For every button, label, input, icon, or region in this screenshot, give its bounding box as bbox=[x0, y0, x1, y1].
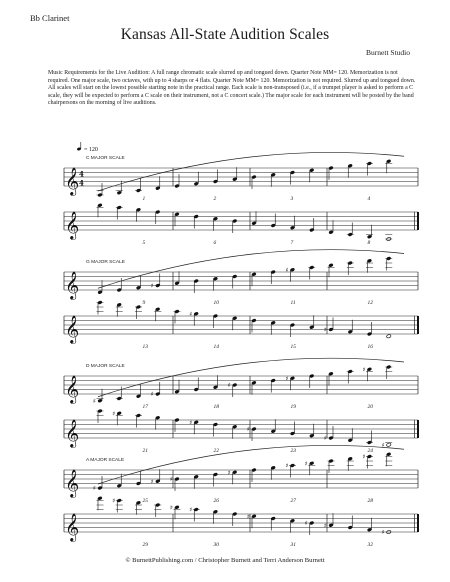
sharp-icon: ♯ bbox=[247, 513, 250, 521]
staff-system bbox=[64, 496, 418, 548]
quarter-note-icon bbox=[174, 174, 179, 188]
quarter-note-icon bbox=[154, 503, 161, 517]
quarter-note-icon bbox=[251, 211, 256, 225]
quarter-note-icon bbox=[271, 378, 276, 392]
measure-number: 31 bbox=[290, 542, 296, 548]
measure-number: 26 bbox=[213, 498, 219, 504]
quarter-note-icon bbox=[271, 270, 276, 284]
quarter-note-icon bbox=[213, 422, 218, 436]
measure-number: 4 bbox=[367, 196, 371, 202]
sharp-icon: ♯ bbox=[362, 366, 366, 374]
whole-note-icon bbox=[386, 334, 391, 338]
quarter-note-icon bbox=[286, 267, 296, 282]
quarter-note-icon bbox=[385, 452, 392, 466]
quarter-note-icon bbox=[328, 372, 333, 386]
quarter-note-icon bbox=[174, 309, 181, 323]
treble-clef-icon: 𝄞 bbox=[65, 419, 80, 447]
quarter-note-icon bbox=[213, 375, 218, 389]
footer-copyright: © BurnettPublishing.com / Christopher Burnett and Terri Anderson Burnett bbox=[125, 557, 325, 564]
quarter-note-icon bbox=[135, 413, 142, 427]
quarter-note-icon bbox=[174, 380, 179, 394]
quarter-note-icon bbox=[116, 205, 123, 219]
quarter-note-icon bbox=[97, 300, 104, 314]
audition-requirements: Music Requirements for the Live Audition: A full range chromatic scale slurred up and tongued down. Quarter Note MM= 120. Memorization is not required. One major scale, two octaves, with up to 4 sharps or 4 flats. Quarter Note MM= 120. Memorization is not required. Slurred up and tongued down. All scales will start on the lowest possible starting note in the practical range. Each scale is non-transposed (i.e., if a trumpet player is asked to perform a C scale, they will be expected to perform a C scale on their instrument, not a C concert scale.) The major scale for each instrument will be posted by the band chairpersons on the morning of live auditions. bbox=[48, 70, 416, 107]
quarter-note-icon bbox=[286, 375, 296, 390]
quarter-note-icon bbox=[247, 513, 257, 528]
quarter-note-icon bbox=[135, 179, 142, 193]
quarter-note-icon bbox=[117, 278, 122, 292]
quarter-note-icon bbox=[174, 212, 179, 226]
measure-number: 24 bbox=[367, 448, 373, 454]
measure-number: 1 bbox=[142, 196, 146, 202]
quarter-note-icon bbox=[232, 219, 237, 233]
quarter-note-icon bbox=[309, 424, 314, 438]
quarter-note-icon bbox=[232, 274, 237, 288]
slur bbox=[98, 152, 404, 191]
staff-system bbox=[64, 203, 418, 246]
measure-number: 8 bbox=[367, 240, 371, 246]
quarter-note-icon bbox=[151, 382, 161, 398]
quarter-note-icon bbox=[385, 256, 392, 270]
quarter-note-icon bbox=[194, 172, 199, 186]
quarter-note-icon bbox=[308, 265, 315, 279]
quarter-note-icon bbox=[385, 159, 392, 173]
quarter-note-icon bbox=[232, 425, 237, 439]
quarter-note-icon bbox=[271, 173, 276, 187]
quarter-note-icon bbox=[290, 422, 295, 436]
quarter-note-icon bbox=[385, 365, 392, 379]
quarter-note-icon bbox=[251, 318, 256, 332]
staff-system bbox=[64, 358, 418, 410]
quarter-note-icon bbox=[174, 418, 179, 432]
quarter-note-icon bbox=[116, 181, 123, 195]
sharp-icon: ♯ bbox=[304, 520, 308, 527]
treble-clef-icon: 𝄞 bbox=[65, 211, 80, 239]
sharp-icon: ♯ bbox=[362, 453, 366, 461]
measure-number: 29 bbox=[142, 542, 148, 548]
sharp-icon: ♯ bbox=[285, 266, 289, 274]
time-signature-top: 4 bbox=[79, 169, 84, 179]
sharp-icon: ♯ bbox=[324, 435, 327, 442]
sharp-icon: ♯ bbox=[227, 382, 231, 389]
quarter-note-icon bbox=[77, 142, 82, 151]
treble-clef-icon: 𝄞 bbox=[65, 375, 80, 403]
tempo-text: = 120 bbox=[84, 147, 98, 153]
quarter-note-icon bbox=[194, 214, 199, 228]
quarter-note-icon bbox=[366, 225, 373, 239]
staff-system bbox=[64, 152, 418, 202]
quarter-note-icon bbox=[155, 416, 160, 430]
measure-number: 17 bbox=[142, 404, 148, 410]
quarter-note-icon bbox=[117, 474, 122, 488]
quarter-note-icon bbox=[363, 454, 374, 469]
quarter-note-icon bbox=[309, 374, 314, 388]
measure-number: 19 bbox=[290, 404, 296, 410]
quarter-note-icon bbox=[194, 279, 199, 293]
sharp-icon: ♯ bbox=[189, 419, 193, 427]
quarter-note-icon bbox=[367, 518, 372, 532]
measure-number: 21 bbox=[142, 448, 148, 454]
quarter-note-icon bbox=[189, 311, 199, 326]
instrument-label: Bb Clarinet bbox=[30, 13, 70, 23]
quarter-note-icon bbox=[348, 516, 353, 530]
sharp-icon: ♯ bbox=[381, 441, 385, 449]
measure-number: 18 bbox=[213, 404, 219, 410]
sharp-icon: ♯ bbox=[189, 310, 193, 318]
staff-system bbox=[64, 300, 418, 350]
sharp-icon: ♯ bbox=[170, 476, 173, 483]
quarter-note-icon bbox=[251, 175, 256, 189]
measure-number: 2 bbox=[213, 196, 217, 202]
quarter-note-icon bbox=[151, 469, 161, 485]
quarter-note-icon bbox=[116, 303, 123, 317]
quarter-note-icon bbox=[367, 322, 372, 336]
measure-number: 16 bbox=[367, 344, 373, 350]
sharp-icon: ♯ bbox=[150, 478, 154, 486]
measure-number: 14 bbox=[213, 344, 219, 350]
time-signature-bottom: 4 bbox=[79, 178, 84, 188]
slur bbox=[98, 250, 404, 289]
quarter-note-icon bbox=[232, 167, 237, 181]
quarter-note-icon bbox=[328, 459, 335, 473]
measure-number: 32 bbox=[367, 542, 373, 548]
measure-number: 27 bbox=[290, 498, 296, 504]
quarter-note-icon bbox=[97, 409, 104, 423]
quarter-note-icon bbox=[347, 261, 354, 275]
quarter-note-icon bbox=[348, 428, 353, 442]
quarter-note-icon bbox=[135, 305, 142, 319]
sharp-icon: ♯ bbox=[285, 375, 289, 383]
quarter-note-icon bbox=[385, 235, 392, 242]
quarter-note-icon bbox=[112, 410, 123, 425]
quarter-note-icon bbox=[93, 476, 103, 492]
quarter-note-icon bbox=[271, 516, 276, 530]
quarter-note-icon bbox=[290, 323, 295, 337]
measure-number: 28 bbox=[367, 498, 373, 504]
quarter-note-icon bbox=[151, 274, 161, 290]
quarter-note-icon bbox=[213, 472, 218, 486]
sharp-icon: ♯ bbox=[93, 485, 96, 492]
quarter-note-icon bbox=[309, 168, 314, 182]
sharp-icon: ♯ bbox=[189, 506, 193, 514]
sharp-icon: ♯ bbox=[247, 426, 250, 433]
quarter-note-icon bbox=[155, 210, 160, 224]
measure-number: 10 bbox=[213, 300, 219, 306]
quarter-note-icon bbox=[232, 316, 237, 330]
sharp-icon: ♯ bbox=[170, 504, 173, 512]
quarter-note-icon bbox=[347, 457, 354, 471]
quarter-note-icon bbox=[347, 369, 354, 383]
measure-number: 30 bbox=[213, 542, 219, 548]
sharp-icon: ♯ bbox=[150, 391, 154, 398]
quarter-note-icon bbox=[174, 271, 179, 285]
quarter-note-icon bbox=[328, 220, 333, 234]
quarter-note-icon bbox=[116, 387, 123, 401]
quarter-note-icon bbox=[324, 318, 334, 334]
quarter-note-icon bbox=[290, 519, 295, 533]
scale-label: D MAJOR SCALE bbox=[86, 364, 125, 369]
measure-number: 6 bbox=[213, 240, 217, 246]
quarter-note-icon bbox=[136, 472, 141, 486]
sharp-icon: ♯ bbox=[324, 522, 327, 530]
sharp-icon: ♯ bbox=[304, 460, 308, 468]
quarter-note-icon bbox=[363, 366, 374, 381]
treble-clef-icon: 𝄞 bbox=[65, 513, 80, 541]
quarter-note-icon bbox=[309, 315, 314, 329]
quarter-note-icon bbox=[251, 381, 256, 395]
staff-system bbox=[64, 445, 418, 504]
quarter-note-icon bbox=[324, 426, 334, 442]
quarter-note-icon bbox=[213, 510, 218, 524]
measure-number: 9 bbox=[142, 300, 146, 306]
measure-number: 23 bbox=[290, 448, 296, 454]
quarter-note-icon bbox=[112, 498, 123, 513]
sharp-icon: ♯ bbox=[112, 410, 116, 418]
quarter-note-icon bbox=[213, 314, 218, 328]
treble-clef-icon: 𝄞 bbox=[65, 167, 80, 195]
quarter-note-icon bbox=[154, 307, 161, 321]
scale-label: C MAJOR SCALE bbox=[86, 156, 125, 161]
quarter-note-icon bbox=[290, 216, 295, 230]
sharp-icon: ♯ bbox=[93, 397, 96, 405]
treble-clef-icon: 𝄞 bbox=[65, 469, 80, 497]
measure-number: 22 bbox=[213, 448, 219, 454]
quarter-note-icon bbox=[97, 496, 104, 510]
quarter-note-icon bbox=[213, 170, 218, 184]
quarter-note-icon bbox=[309, 218, 314, 232]
sharp-icon: ♯ bbox=[324, 326, 327, 334]
measure-number: 5 bbox=[142, 240, 146, 246]
studio-credit: Burnett Studio bbox=[366, 48, 410, 57]
staff-system bbox=[64, 250, 418, 306]
quarter-note-icon bbox=[189, 419, 199, 434]
quarter-note-icon bbox=[136, 276, 141, 290]
quarter-note-icon bbox=[366, 431, 373, 445]
quarter-note-icon bbox=[170, 504, 181, 519]
measure-number: 15 bbox=[290, 344, 296, 350]
quarter-note-icon bbox=[271, 419, 276, 433]
slur bbox=[98, 358, 404, 397]
quarter-note-icon bbox=[232, 512, 237, 526]
sharp-icon: ♯ bbox=[150, 282, 154, 290]
tempo-marking bbox=[77, 142, 98, 153]
quarter-note-icon bbox=[290, 170, 295, 184]
quarter-note-icon bbox=[328, 263, 335, 277]
treble-clef-icon: 𝄞 bbox=[65, 271, 80, 299]
quarter-note-icon bbox=[155, 176, 160, 190]
quarter-note-icon bbox=[97, 203, 104, 217]
measure-number: 7 bbox=[290, 240, 294, 246]
sharp-icon: ♯ bbox=[381, 529, 385, 536]
quarter-note-icon bbox=[271, 214, 276, 228]
quarter-note-icon bbox=[382, 529, 392, 536]
staff-system bbox=[64, 409, 418, 454]
quarter-note-icon bbox=[328, 166, 333, 180]
measure-number: 25 bbox=[142, 498, 148, 504]
measure-number: 3 bbox=[290, 196, 294, 202]
scale-label: G MAJOR SCALE bbox=[86, 260, 125, 265]
quarter-note-icon bbox=[136, 208, 141, 222]
quarter-note-icon bbox=[366, 161, 373, 175]
whole-note-icon bbox=[386, 443, 391, 447]
scale-label: A MAJOR SCALE bbox=[86, 458, 125, 463]
quarter-note-icon bbox=[366, 259, 373, 273]
page-title: Kansas All-State Audition Scales bbox=[120, 26, 330, 43]
treble-clef-icon: 𝄞 bbox=[65, 315, 80, 343]
measure-number: 11 bbox=[290, 300, 296, 306]
quarter-note-icon bbox=[228, 469, 238, 484]
measure-number: 20 bbox=[367, 404, 373, 410]
quarter-note-icon bbox=[305, 460, 316, 475]
measure-number: 13 bbox=[142, 344, 148, 350]
quarter-note-icon bbox=[271, 321, 276, 335]
quarter-note-icon bbox=[213, 217, 218, 231]
quarter-note-icon bbox=[324, 513, 334, 529]
quarter-note-icon bbox=[348, 320, 353, 334]
quarter-note-icon bbox=[271, 466, 276, 480]
quarter-note-icon bbox=[348, 164, 353, 178]
quarter-note-icon bbox=[194, 475, 199, 489]
sharp-icon: ♯ bbox=[227, 469, 231, 477]
quarter-note-icon bbox=[347, 223, 354, 237]
quarter-note-icon bbox=[251, 468, 256, 482]
quarter-note-icon bbox=[194, 378, 199, 392]
measure-number: 12 bbox=[367, 300, 373, 306]
quarter-note-icon bbox=[386, 334, 391, 338]
quarter-note-icon bbox=[213, 277, 218, 291]
sharp-icon: ♯ bbox=[112, 497, 116, 505]
quarter-note-icon bbox=[251, 272, 256, 286]
sharp-icon: ♯ bbox=[285, 462, 289, 470]
quarter-note-icon bbox=[136, 384, 141, 398]
quarter-note-icon bbox=[135, 501, 142, 515]
